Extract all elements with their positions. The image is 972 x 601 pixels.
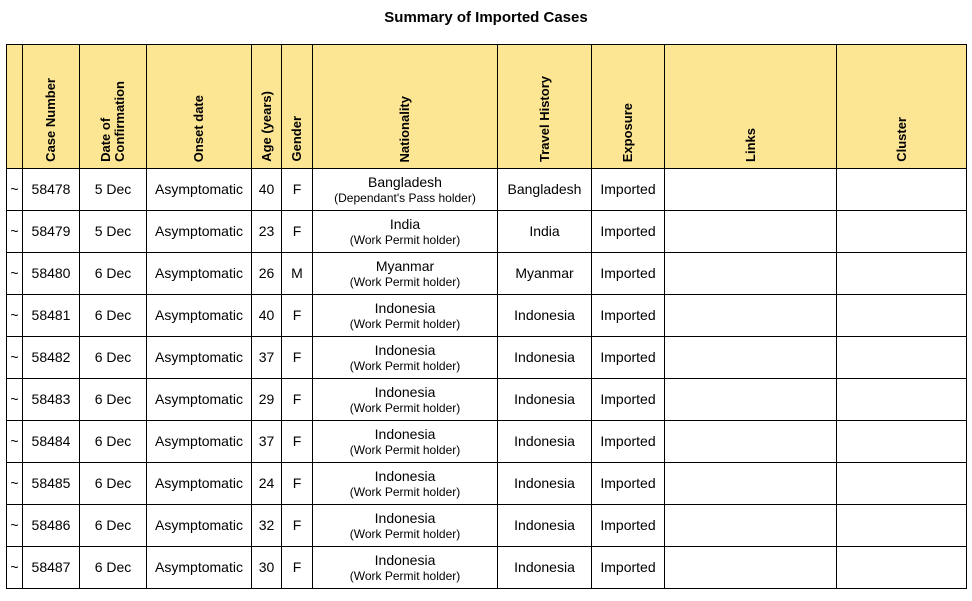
onset-date-cell: Asymptomatic xyxy=(147,463,252,505)
links-cell xyxy=(665,379,837,421)
case-number-cell: 58480 xyxy=(23,253,80,295)
nationality-cell xyxy=(313,421,498,463)
pass-type: (Work Permit holder) xyxy=(349,274,461,289)
header-marker xyxy=(7,45,23,169)
nationality-value: Bangladesh xyxy=(368,173,442,190)
case-number-cell: 58487 xyxy=(23,547,80,589)
table-row xyxy=(7,211,967,253)
table-row xyxy=(7,421,967,463)
age-cell: 23 xyxy=(252,211,282,253)
cluster-cell xyxy=(837,211,967,253)
case-number-cell: 58484 xyxy=(23,421,80,463)
row-marker: ~ xyxy=(7,547,23,589)
exposure-cell: Imported xyxy=(592,253,665,295)
travel-history-cell: Bangladesh xyxy=(498,169,592,211)
nationality-value: Indonesia xyxy=(374,425,436,442)
gender-cell: F xyxy=(282,547,313,589)
pass-type: (Work Permit holder) xyxy=(349,442,461,457)
header-links: Links xyxy=(665,45,837,169)
pass-type: (Work Permit holder) xyxy=(349,232,461,247)
age-cell: 40 xyxy=(252,295,282,337)
table-title: Summary of Imported Cases xyxy=(384,9,588,26)
age-cell: 40 xyxy=(252,169,282,211)
exposure-cell: Imported xyxy=(592,463,665,505)
pass-type: (Work Permit holder) xyxy=(349,316,461,331)
exposure-cell: Imported xyxy=(592,211,665,253)
confirmation-date-cell: 6 Dec xyxy=(80,337,147,379)
pass-type: (Work Permit holder) xyxy=(349,484,461,499)
gender-cell: F xyxy=(282,169,313,211)
header-onset-date: Onset date xyxy=(147,45,252,169)
onset-date-cell: Asymptomatic xyxy=(147,379,252,421)
cluster-cell xyxy=(837,295,967,337)
nationality-cell xyxy=(313,379,498,421)
confirmation-date-cell: 6 Dec xyxy=(80,253,147,295)
travel-history-cell: India xyxy=(498,211,592,253)
table-row xyxy=(7,253,967,295)
age-cell: 32 xyxy=(252,505,282,547)
exposure-cell: Imported xyxy=(592,337,665,379)
nationality-value: Indonesia xyxy=(374,383,436,400)
travel-history-cell: Indonesia xyxy=(498,421,592,463)
case-number-cell: 58486 xyxy=(23,505,80,547)
nationality-cell xyxy=(313,505,498,547)
table-row xyxy=(7,505,967,547)
nationality-cell xyxy=(313,463,498,505)
gender-cell: F xyxy=(282,211,313,253)
cluster-cell xyxy=(837,547,967,589)
pass-type: (Work Permit holder) xyxy=(349,400,461,415)
links-cell xyxy=(665,169,837,211)
nationality-value: Indonesia xyxy=(374,299,436,316)
nationality-cell xyxy=(313,253,498,295)
exposure-cell: Imported xyxy=(592,547,665,589)
imported-cases-table xyxy=(6,44,967,589)
row-marker: ~ xyxy=(7,211,23,253)
gender-cell: F xyxy=(282,337,313,379)
cluster-cell xyxy=(837,379,967,421)
links-cell xyxy=(665,421,837,463)
table-row xyxy=(7,169,967,211)
row-marker: ~ xyxy=(7,337,23,379)
confirmation-date-cell: 5 Dec xyxy=(80,169,147,211)
case-number-cell: 58482 xyxy=(23,337,80,379)
case-number-cell: 58478 xyxy=(23,169,80,211)
gender-cell: M xyxy=(282,253,313,295)
onset-date-cell: Asymptomatic xyxy=(147,337,252,379)
header-cluster: Cluster xyxy=(837,45,967,169)
cluster-cell xyxy=(837,169,967,211)
travel-history-cell: Indonesia xyxy=(498,505,592,547)
nationality-value: Indonesia xyxy=(374,467,436,484)
confirmation-date-cell: 5 Dec xyxy=(80,211,147,253)
gender-cell: F xyxy=(282,505,313,547)
travel-history-cell: Indonesia xyxy=(498,379,592,421)
onset-date-cell: Asymptomatic xyxy=(147,295,252,337)
cluster-cell xyxy=(837,337,967,379)
table-row xyxy=(7,337,967,379)
nationality-value: India xyxy=(389,215,421,232)
case-number-cell: 58483 xyxy=(23,379,80,421)
links-cell xyxy=(665,295,837,337)
links-cell xyxy=(665,211,837,253)
row-marker: ~ xyxy=(7,253,23,295)
travel-history-cell: Indonesia xyxy=(498,295,592,337)
onset-date-cell: Asymptomatic xyxy=(147,169,252,211)
travel-history-cell: Indonesia xyxy=(498,547,592,589)
onset-date-cell: Asymptomatic xyxy=(147,505,252,547)
header-row xyxy=(7,45,967,169)
confirmation-date-cell: 6 Dec xyxy=(80,295,147,337)
header-age: Age (years) xyxy=(252,45,282,169)
confirmation-date-cell: 6 Dec xyxy=(80,379,147,421)
row-marker: ~ xyxy=(7,421,23,463)
confirmation-date-cell: 6 Dec xyxy=(80,463,147,505)
onset-date-cell: Asymptomatic xyxy=(147,547,252,589)
row-marker: ~ xyxy=(7,505,23,547)
travel-history-cell: Indonesia xyxy=(498,337,592,379)
pass-type: (Work Permit holder) xyxy=(349,568,461,583)
case-number-cell: 58481 xyxy=(23,295,80,337)
cluster-cell xyxy=(837,463,967,505)
nationality-value: Indonesia xyxy=(374,551,436,568)
cluster-cell xyxy=(837,421,967,463)
row-marker: ~ xyxy=(7,295,23,337)
exposure-cell: Imported xyxy=(592,169,665,211)
links-cell xyxy=(665,547,837,589)
age-cell: 29 xyxy=(252,379,282,421)
nationality-cell xyxy=(313,547,498,589)
cluster-cell xyxy=(837,253,967,295)
confirmation-date-cell: 6 Dec xyxy=(80,547,147,589)
gender-cell: F xyxy=(282,295,313,337)
travel-history-cell: Myanmar xyxy=(498,253,592,295)
row-marker: ~ xyxy=(7,379,23,421)
nationality-cell xyxy=(313,211,498,253)
nationality-value: Indonesia xyxy=(374,509,436,526)
age-cell: 37 xyxy=(252,337,282,379)
table-row xyxy=(7,463,967,505)
header-travel-history: Travel History xyxy=(498,45,592,169)
nationality-cell xyxy=(313,337,498,379)
onset-date-cell: Asymptomatic xyxy=(147,421,252,463)
gender-cell: F xyxy=(282,421,313,463)
header-exposure: Exposure xyxy=(592,45,665,169)
case-number-cell: 58479 xyxy=(23,211,80,253)
gender-cell: F xyxy=(282,463,313,505)
exposure-cell: Imported xyxy=(592,379,665,421)
age-cell: 30 xyxy=(252,547,282,589)
case-number-cell: 58485 xyxy=(23,463,80,505)
pass-type: (Work Permit holder) xyxy=(349,526,461,541)
pass-type: (Dependant's Pass holder) xyxy=(334,190,476,205)
age-cell: 26 xyxy=(252,253,282,295)
links-cell xyxy=(665,463,837,505)
nationality-value: Myanmar xyxy=(375,257,435,274)
links-cell xyxy=(665,253,837,295)
onset-date-cell: Asymptomatic xyxy=(147,211,252,253)
table-row xyxy=(7,547,967,589)
header-case-number: Case Number xyxy=(23,45,80,169)
header-nationality: Nationality xyxy=(313,45,498,169)
exposure-cell: Imported xyxy=(592,295,665,337)
exposure-cell: Imported xyxy=(592,505,665,547)
header-gender: Gender xyxy=(282,45,313,169)
pass-type: (Work Permit holder) xyxy=(349,358,461,373)
gender-cell: F xyxy=(282,379,313,421)
confirmation-date-cell: 6 Dec xyxy=(80,505,147,547)
nationality-value: Indonesia xyxy=(374,341,436,358)
onset-date-cell: Asymptomatic xyxy=(147,253,252,295)
exposure-cell: Imported xyxy=(592,421,665,463)
table-row xyxy=(7,295,967,337)
age-cell: 37 xyxy=(252,421,282,463)
nationality-cell xyxy=(313,295,498,337)
row-marker: ~ xyxy=(7,463,23,505)
links-cell xyxy=(665,337,837,379)
cluster-cell xyxy=(837,505,967,547)
header-date-of-confirmation: Date of Confirmation xyxy=(80,45,147,169)
links-cell xyxy=(665,505,837,547)
table-row xyxy=(7,379,967,421)
confirmation-date-cell: 6 Dec xyxy=(80,421,147,463)
row-marker: ~ xyxy=(7,169,23,211)
travel-history-cell: Indonesia xyxy=(498,463,592,505)
nationality-cell xyxy=(313,169,498,211)
age-cell: 24 xyxy=(252,463,282,505)
